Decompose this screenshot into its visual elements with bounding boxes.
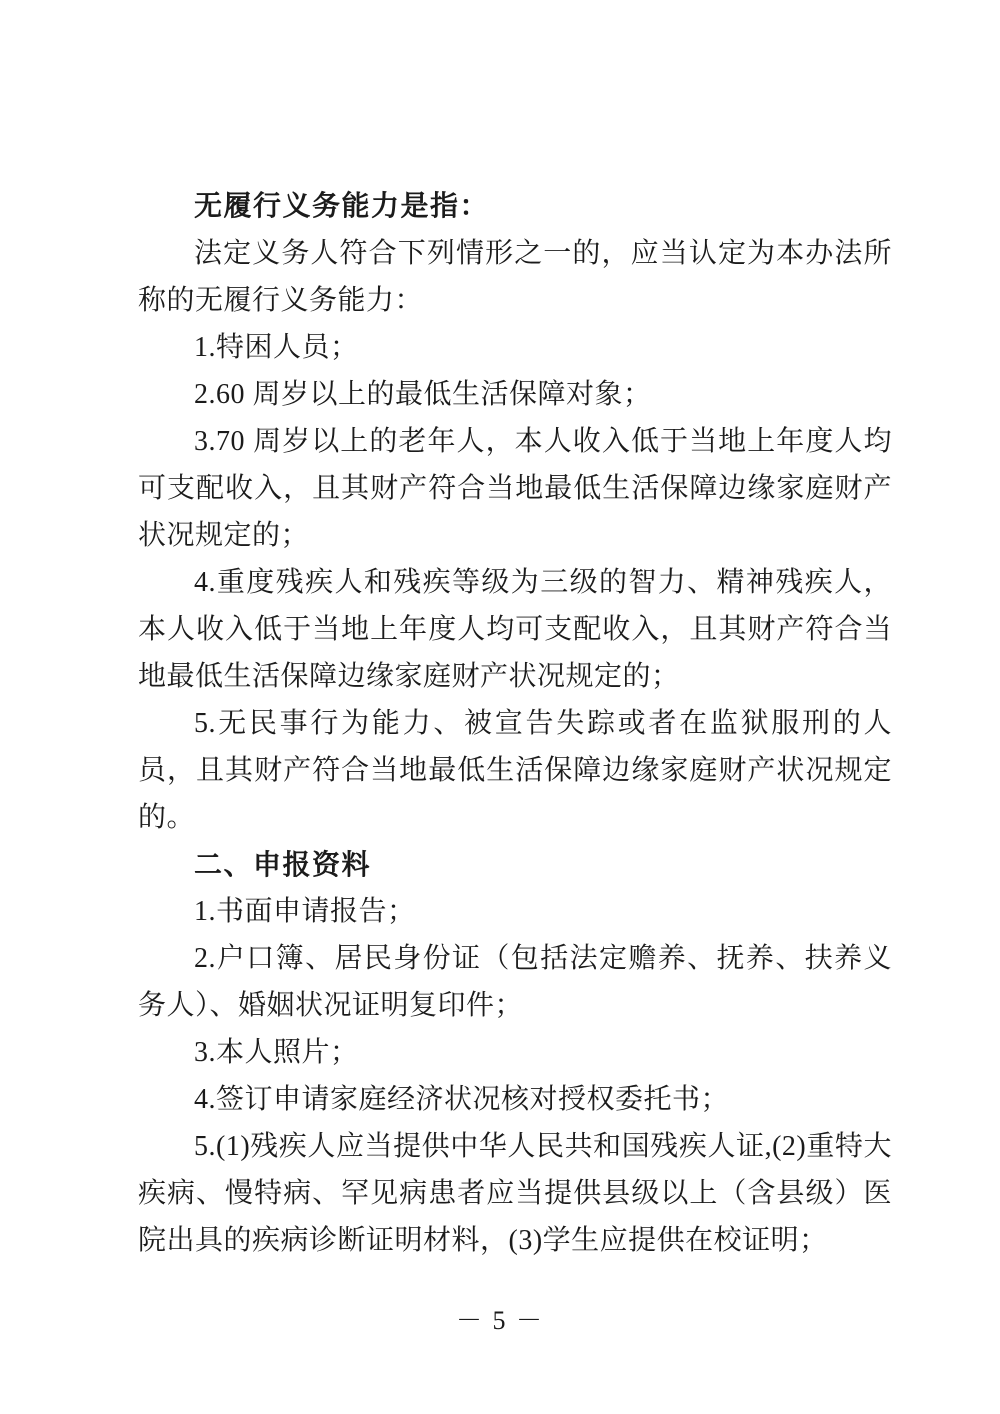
section-heading-materials: 二、申报资料 <box>194 849 372 880</box>
list-item-condition-3: 3.70 周岁以上的老年人，本人收入低于当地上年度人均可支配收入，且其财产符合当地最低生活保障边缘家庭财产状况规定的； <box>138 426 892 551</box>
list-item-material-3: 3.本人照片； <box>194 1037 359 1068</box>
list-item-material-1: 1.书面申请报告； <box>194 896 416 927</box>
list-item-material-4: 4.签订申请家庭经济状况核对授权委托书； <box>194 1084 730 1115</box>
list-item-condition-4: 4.重度残疾人和残疾等级为三级的智力、精神残疾人，本人收入低于当地上年度人均可支配收入，且其财产符合当地最低生活保障边缘家庭财产状况规定的； <box>138 567 892 692</box>
page-number: － 5 － <box>455 1306 544 1335</box>
section-heading-definition: 无履行义务能力是指： <box>194 191 490 222</box>
paragraph-definition-intro: 法定义务人符合下列情形之一的，应当认定为本办法所称的无履行义务能力： <box>138 238 892 316</box>
list-item-material-5: 5.(1)残疾人应当提供中华人民共和国残疾人证,(2)重特大疾病、慢特病、罕见病患者应当提供县级以上（含县级）医院出具的疾病诊断证明材料，(3)学生应提供在校证明； <box>138 1131 892 1256</box>
list-item-condition-5: 5.无民事行为能力、被宣告失踪或者在监狱服刑的人员，且其财产符合当地最低生活保障边缘家庭财产状况规定的。 <box>138 708 892 833</box>
list-item-condition-2: 2.60 周岁以上的最低生活保障对象； <box>194 379 652 410</box>
list-item-condition-1: 1.特困人员； <box>194 332 359 363</box>
list-item-material-2: 2.户口簿、居民身份证（包括法定赡养、抚养、扶养义务人）、婚姻状况证明复印件； <box>138 943 892 1021</box>
document-body <box>138 183 892 1264</box>
